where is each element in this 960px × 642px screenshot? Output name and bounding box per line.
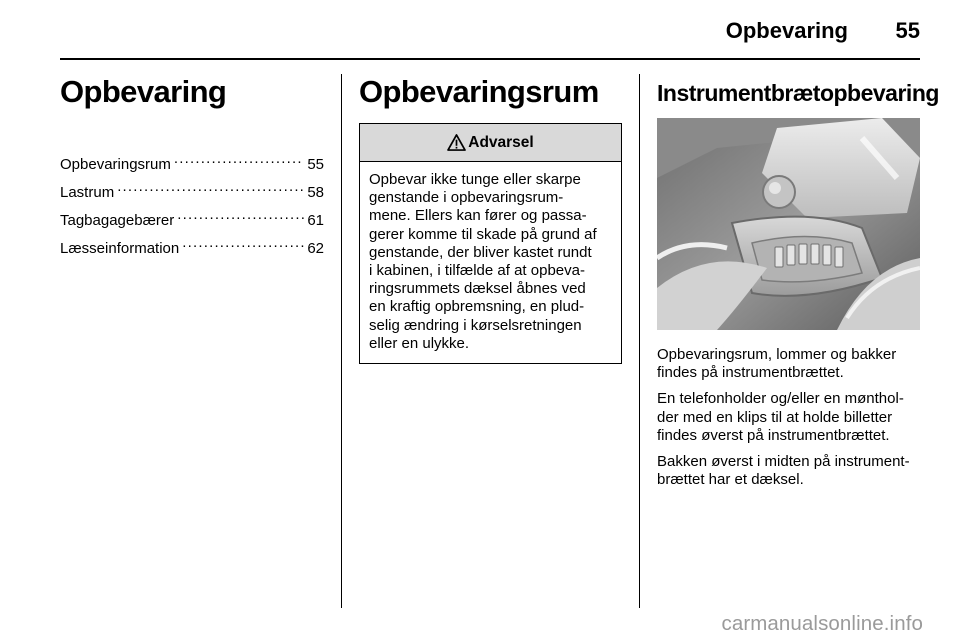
warning-box xyxy=(359,123,622,364)
watermark: carmanualsonline.info xyxy=(721,612,923,635)
warning-title: Advarsel xyxy=(468,133,534,151)
toc-leader-dots xyxy=(117,177,304,197)
toc-label: Tagbagagebærer xyxy=(60,212,175,229)
paragraph-line: Opbevaringsrum, lommer og bakker xyxy=(657,346,897,363)
paragraph xyxy=(657,346,920,382)
toc-entry-lastrum[interactable] xyxy=(60,177,324,205)
paragraph-line: der med en klips til at holde billetter xyxy=(657,408,893,426)
running-header-title: Opbevaring xyxy=(725,18,848,43)
warning-triangle-icon xyxy=(447,134,466,151)
right-column xyxy=(657,74,939,489)
table-of-contents xyxy=(60,149,324,261)
middle-column xyxy=(359,74,622,364)
warning-line: en kraftig opbremsning, en plud- xyxy=(369,298,585,316)
warning-text xyxy=(360,162,621,363)
left-column xyxy=(60,74,324,261)
warning-line: ringsrummets dæksel åbnes ved xyxy=(369,280,586,298)
warning-line: mene. Ellers kan fører og passa- xyxy=(369,207,587,225)
warning-line: Opbevar ikke tunge eller skarpe xyxy=(369,171,581,188)
warning-line: i kabinen, i tilfælde af at opbeva- xyxy=(369,262,585,280)
toc-leader-dots xyxy=(182,233,304,253)
warning-line: genstande, der bliver kastet rundt xyxy=(369,243,592,261)
toc-leader-dots xyxy=(174,149,304,169)
toc-page: 55 xyxy=(307,156,324,173)
paragraph xyxy=(657,390,920,445)
subsection-heading: Instrumentbrætopbevaring xyxy=(657,80,939,106)
paragraph xyxy=(657,453,920,489)
chapter-heading: Opbevaring xyxy=(60,74,227,109)
dashboard-storage-illustration xyxy=(657,118,920,330)
toc-entry-tagbagagebaerer[interactable] xyxy=(60,205,324,233)
paragraph-line: brættet har et dæksel. xyxy=(657,471,804,489)
page-number: 55 xyxy=(895,18,920,43)
toc-label: Læsseinformation xyxy=(60,240,180,257)
column-divider-left xyxy=(341,74,342,608)
toc-entry-laesseinformation[interactable] xyxy=(60,233,324,261)
toc-label: Opbevaringsrum xyxy=(60,156,171,173)
toc-page: 62 xyxy=(307,240,324,257)
toc-label: Lastrum xyxy=(60,184,115,201)
paragraph-line: findes øverst på instrumentbrættet. xyxy=(657,426,890,444)
warning-line: genstande i opbevaringsrum- xyxy=(369,189,564,207)
section-heading: Opbevaringsrum xyxy=(359,74,599,109)
header-divider xyxy=(60,58,920,60)
warning-header xyxy=(360,124,621,162)
warning-line: selig ændring i kørselsretningen xyxy=(369,316,582,334)
warning-line: eller en ulykke. xyxy=(369,334,470,352)
paragraph-line: Bakken øverst i midten på instrument- xyxy=(657,453,910,471)
paragraph-line: En telefonholder og/eller en mønthol- xyxy=(657,390,904,408)
warning-line: gerer komme til skade på grund af xyxy=(369,225,597,243)
toc-leader-dots xyxy=(177,205,304,225)
column-divider-right xyxy=(639,74,640,608)
toc-page: 58 xyxy=(307,184,324,201)
toc-entry-opbevaringsrum[interactable] xyxy=(60,149,324,177)
toc-page: 61 xyxy=(307,212,324,229)
paragraph-line: findes på instrumentbrættet. xyxy=(657,364,844,382)
